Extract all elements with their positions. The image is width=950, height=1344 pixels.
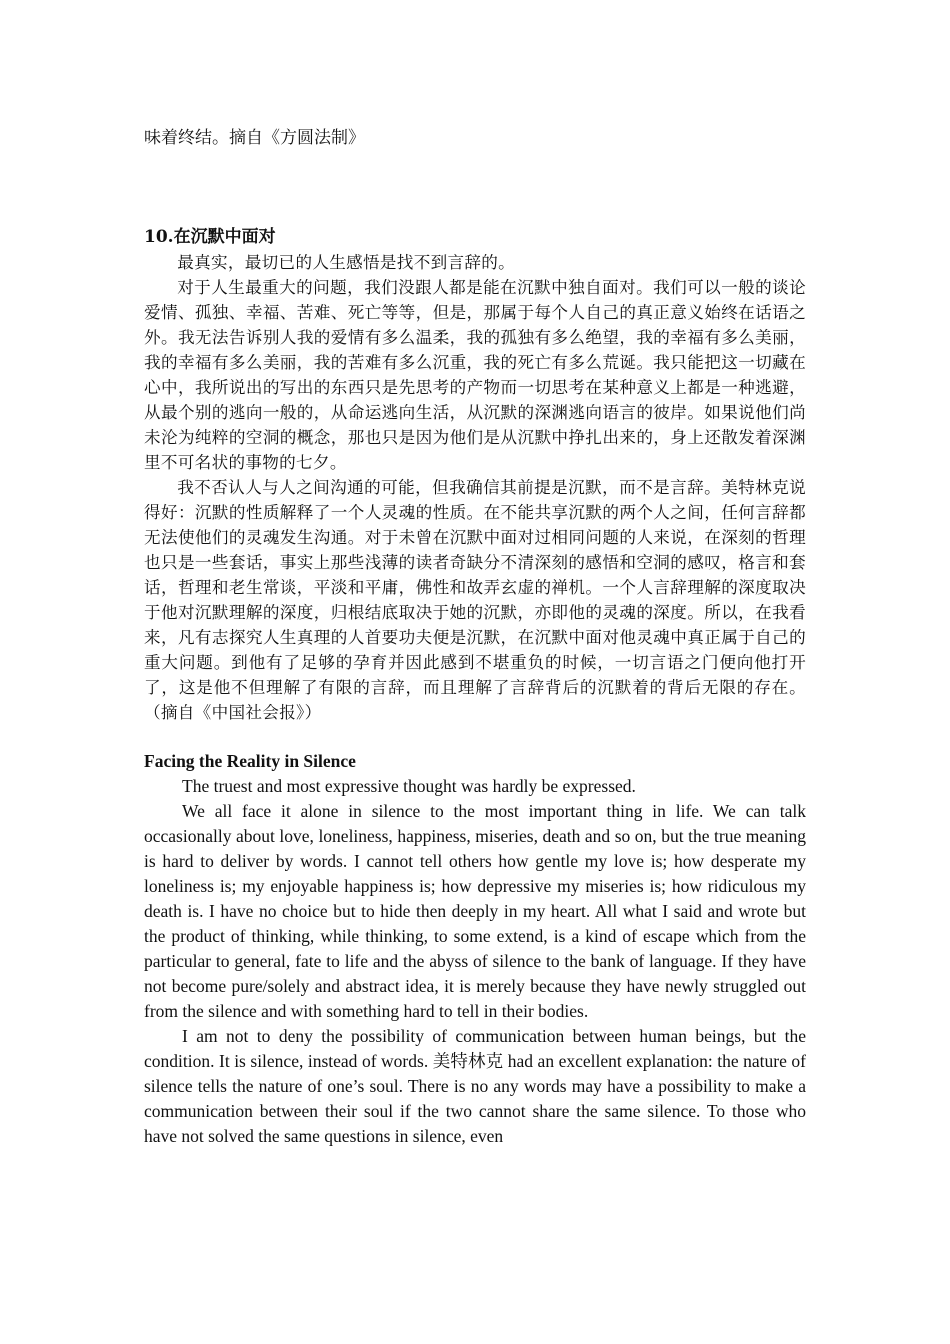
paragraph-en-2: We all face it alone in silence to the most important thing in life. We can talk occasionally about love, loneliness, happiness, miseries, death and so on, but the true meaning is hard to deliver by words. I cannot tell others how gentle my love is; how desperate my loneliness is; my enjoyable happiness is; how depressive my miseries is; how ridiculous my death is. I have no choice but to hide then deeply in my heart. All what I said and wrote but the product of thinking, while thinking, to some extend, is a kind of escape which from the particular to general, fate to life and the abyss of silence to the bank of language. If they have not become pure/solely and abstract idea, it is merely because they have newly struggled out from the silence and with something hard to tell in their bodies. (144, 801, 806, 1021)
paragraph-en-1: The truest and most expressive thought was hardly be expressed. (182, 776, 636, 796)
section-heading-english: Facing the Reality in Silence (144, 751, 356, 771)
section-english (144, 749, 806, 1149)
section-heading-chinese: 10.在沉默中面对 (144, 227, 276, 247)
paragraph-cn-1: 最真实，最切已的人生感悟是找不到言辞的。 (177, 253, 516, 272)
top-fragment: 味着终结。摘自《方圆法制》 (144, 128, 365, 148)
paragraph-cn-2: 对于人生最重大的问题，我们没跟人都是能在沉默中独自面对。我们可以一般的谈论爱情、孤独、幸福、苦难、死亡等等，但是，那属于每个人自己的真正意义始终在话语之外。我无法告诉别人我的爱情有多么温柔，我的孤独有多么绝望，我的幸福有多么美丽，我的幸福有多么美丽，我的苦难有多么沉重，我的死亡有多么荒诞。我只能把这一切藏在心中，我所说出的写出的东西只是先思考的产物而一切思考在某种意义上都是一种逃避，从最个别的逃向一般的，从命运逃向生活，从沉默的深渊逃向语言的彼岸。如果说他们尚未沦为纯粹的空洞的概念，那也只是因为他们是从沉默中挣扎出来的，身上还散发着深渊里不可名状的事物的七夕。 (144, 278, 806, 472)
section-chinese (144, 225, 806, 725)
document-page (144, 126, 806, 1149)
paragraph-en-3: I am not to deny the possibility of communication between human beings, but the condition. It is silence, instead of words. 美特林克 had an excellent explanation: the nature of silence tells the nature of one’s soul. There is no any words may have a possibility to make a communication between their soul if the two cannot share the same silence. To those who have not solved the same questions in silence, even (144, 1026, 806, 1146)
paragraph-cn-3: 我不否认人与人之间沟通的可能，但我确信其前提是沉默，而不是言辞。美特林克说得好：沉默的性质解释了一个人灵魂的性质。在不能共享沉默的两个人之间，任何言辞都无法使他们的灵魂发生沟通。对于未曾在沉默中面对过相同问题的人来说，在深刻的哲理也只是一些套话，事实上那些浅薄的读者奇缺分不清深刻的感悟和空洞的感叹，格言和套话，哲理和老生常谈，平淡和平庸，佛性和故弄玄虚的禅机。一个人言辞理解的深度取决于他对沉默理解的深度，归根结底取决于她的沉默，亦即他的灵魂的深度。所以，在我看来，凡有志探究人生真理的人首要功夫便是沉默，在沉默中面对他灵魂中真正属于自己的重大问题。到他有了足够的孕育并因此感到不堪重负的时候，一切言语之门便向他打开了，这是他不但理解了有限的言辞，而且理解了言辞背后的沉默着的背后无限的存在。（摘自《中国社会报》） (144, 478, 806, 722)
